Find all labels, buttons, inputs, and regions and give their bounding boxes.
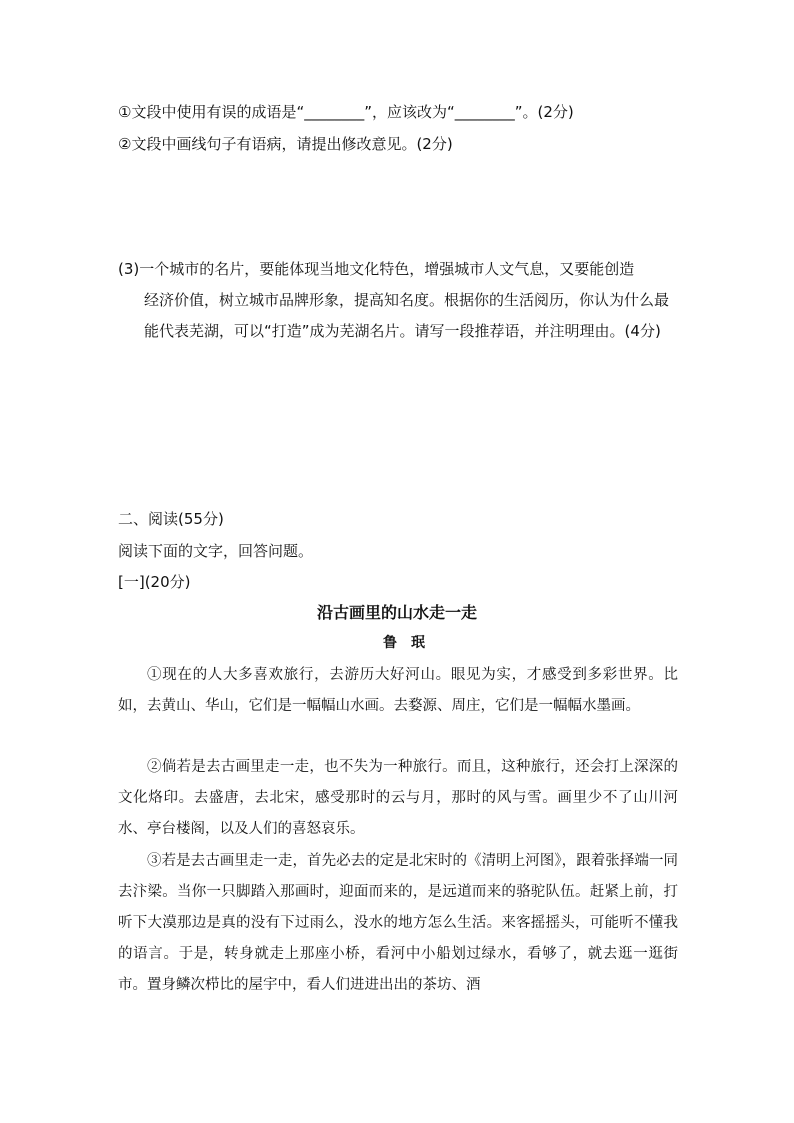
part-1-label: [一](20分) (118, 573, 191, 591)
reading-instruction: 阅读下面的文字，回答问题。 (118, 542, 314, 560)
article-paragraph-1: ①现在的人大多喜欢旅行，去游历大好河山。眼见为实，才感受到多彩世界。比如，去黄山、华山，它们是一幅幅山水画。去婺源、周庄，它们是一幅幅水墨画。 (118, 667, 678, 714)
article-paragraph-3: ③若是去古画里走一走，首先必去的定是北宋时的《清明上河图》，跟着张择端一同去汴梁。当你一只脚踏入那画时，迎面而来的，是远道而来的骆驼队伍。赶紧上前，打听下大漠那边是真的没有下过雨么，没水的地方怎么生活。来客摇摇头，可能听不懂我的语言。于是，转身就走上那座小桥，看河中小船划过绿水，看够了，就去逛一逛街市。置身鳞次栉比的屋宇中，看人们进进出出的茶坊、酒 (118, 853, 678, 993)
question-3-rest: 经济价值，树立城市品牌形象，提高知名度。根据你的生活阅历，你认为什么最能代表芜湖，可以“打造”成为芜湖名片。请写一段推荐语，并注明理由。(4分) (144, 291, 670, 340)
question-1: ①文段中使用有误的成语是“________”，应该改为“________”。(2分) (118, 103, 574, 121)
question-3 (118, 254, 678, 347)
question-2: ②文段中画线句子有语病，请提出修改意见。(2分) (118, 135, 453, 153)
article-title: 沿古画里的山水走一走 (316, 603, 477, 622)
article-paragraph-2: ②倘若是去古画里走一走，也不失为一种旅行。而且，这种旅行，还会打上深深的文化烙印。去盛唐，去北宋，感受那时的云与月，那时的风与雪。画里少不了山川河水、亭台楼阁，以及人们的喜怒哀乐。 (118, 759, 678, 837)
article-author: 鲁珉 (383, 635, 439, 651)
section-2-heading: 二、阅读(55分) (118, 510, 224, 528)
question-3-first-line: (3)一个城市的名片，要能体现当地文化特色，增强城市人文气息，又要能创造 (118, 260, 635, 278)
